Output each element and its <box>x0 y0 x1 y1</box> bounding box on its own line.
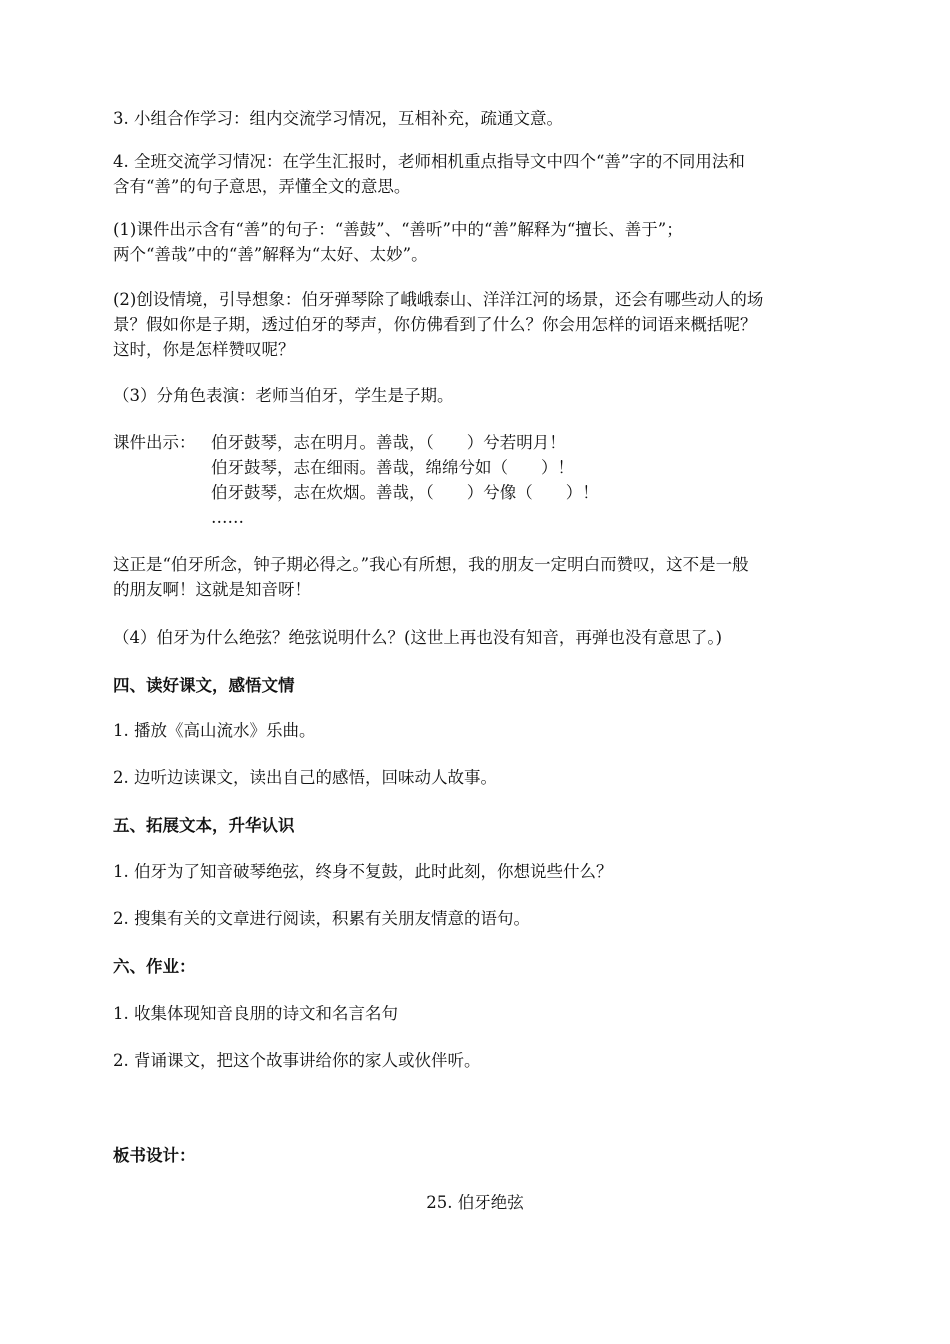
subitem-1-line-1: (1)课件出示含有“善”的句子：“善鼓”、“善听”中的“善”解释为“擅长、善于”； <box>113 220 683 239</box>
quote-line-1: 这正是“伯牙所念，钟子期必得之。”我心有所想，我的朋友一定明白而赞叹，这不是一般 <box>113 555 749 574</box>
subitem-4: （4）伯牙为什么绝弦？绝弦说明什么？(这世上再也没有知音，再弹也没有意思了。) <box>113 628 723 647</box>
section-6-heading: 六、作业： <box>113 957 196 976</box>
courseware-ellipsis: …… <box>211 508 244 527</box>
courseware-line-2: 伯牙鼓琴，志在细雨。善哉，绵绵兮如（ ）！ <box>211 458 574 477</box>
board-design-title: 25. 伯牙绝弦 <box>426 1193 524 1212</box>
paragraph-4-line-2: 含有“善”的句子意思，弄懂全文的意思。 <box>113 177 411 196</box>
section-5-item-1: 1. 伯牙为了知音破琴绝弦，终身不复鼓，此时此刻，你想说些什么？ <box>113 862 613 881</box>
section-4-heading: 四、读好课文，感悟文情 <box>113 676 295 695</box>
section-5-item-2: 2. 搜集有关的文章进行阅读，积累有关朋友情意的语句。 <box>113 909 530 928</box>
subitem-3: （3）分角色表演：老师当伯牙，学生是子期。 <box>113 386 454 405</box>
subitem-1-line-2: 两个“善哉”中的“善”解释为“太好、太妙”。 <box>113 245 428 264</box>
section-6-item-2: 2. 背诵课文，把这个故事讲给你的家人或伙伴听。 <box>113 1051 481 1070</box>
subitem-2-line-2: 景？假如你是子期，透过伯牙的琴声，你仿佛看到了什么？你会用怎样的词语来概括呢？ <box>113 315 757 334</box>
subitem-2-line-3: 这时，你是怎样赞叹呢？ <box>113 340 295 359</box>
courseware-line-1: 伯牙鼓琴，志在明月。善哉，（ ）兮若明月！ <box>211 433 566 452</box>
paragraph-3: 3. 小组合作学习：组内交流学习情况，互相补充，疏通文意。 <box>113 109 563 128</box>
subitem-2-line-1: (2)创设情境，引导想象：伯牙弹琴除了峨峨泰山、洋洋江河的场景，还会有哪些动人的场 <box>113 290 764 309</box>
courseware-label: 课件出示： <box>113 433 196 452</box>
section-4-item-1: 1. 播放《高山流水》乐曲。 <box>113 721 316 740</box>
section-6-item-1: 1. 收集体现知音良朋的诗文和名言名句 <box>113 1004 398 1023</box>
section-5-heading: 五、拓展文本，升华认识 <box>113 816 295 835</box>
section-4-item-2: 2. 边听边读课文，读出自己的感悟，回味动人故事。 <box>113 768 497 787</box>
quote-line-2: 的朋友啊！这就是知音呀！ <box>113 580 311 599</box>
board-design-label: 板书设计： <box>113 1146 196 1165</box>
paragraph-4-line-1: 4. 全班交流学习情况：在学生汇报时，老师相机重点指导文中四个“善”字的不同用法和 <box>113 152 745 171</box>
courseware-line-3: 伯牙鼓琴，志在炊烟。善哉，（ ）兮像（ ）！ <box>211 483 599 502</box>
